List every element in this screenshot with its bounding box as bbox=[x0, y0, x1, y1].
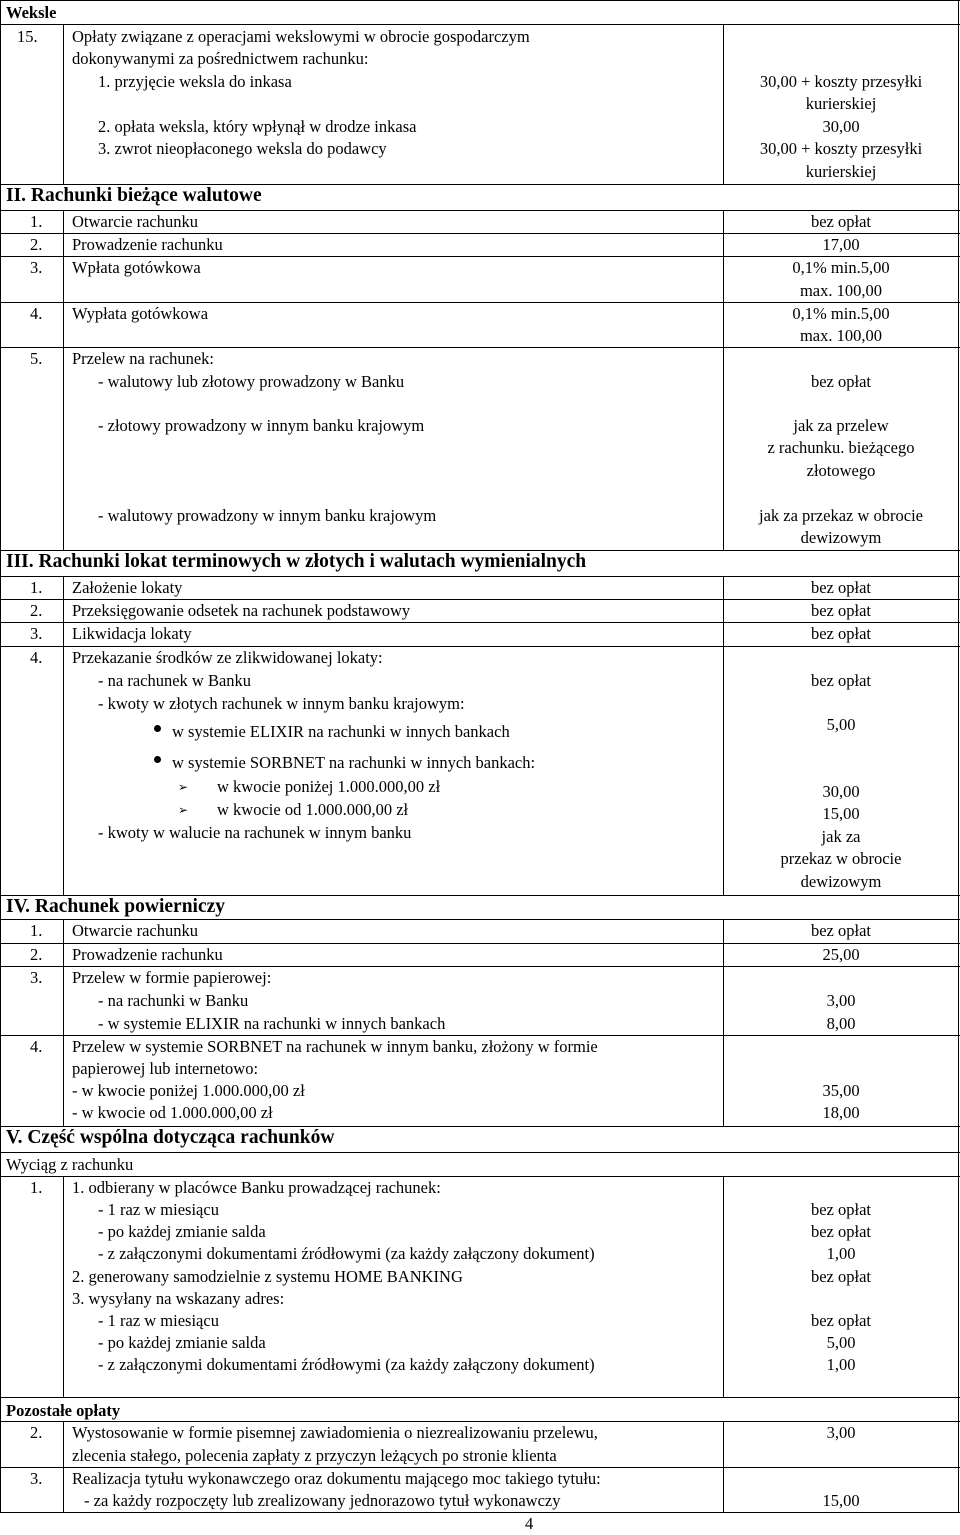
row-item: - w kwocie od 1.000.000,00 zł bbox=[72, 1103, 273, 1122]
fee-value: bez opłat bbox=[810, 601, 871, 620]
row-number: 15. bbox=[17, 27, 38, 46]
fee-value: dewizowym bbox=[800, 872, 882, 891]
row-item: 3. wysyłany na wskazany adres: bbox=[72, 1289, 285, 1308]
fee-value: 30,00 bbox=[822, 782, 860, 801]
row-item: - na rachunek w Banku bbox=[98, 671, 252, 690]
row-item: - za każdy rozpoczęty lub zrealizowany jednorazowo tytuł wykonawczy bbox=[84, 1491, 561, 1510]
fee-value: bez opłat bbox=[810, 1267, 871, 1286]
row-description: Przekazanie środków ze zlikwidowanej lokaty: bbox=[72, 648, 383, 667]
row-item: - walutowy lub złotowy prowadzony w Banku bbox=[98, 372, 405, 391]
fee-value: 1,00 bbox=[826, 1244, 856, 1263]
row-number: 2. bbox=[30, 235, 43, 254]
page-number: 4 bbox=[525, 1514, 534, 1533]
fee-value: 30,00 + koszty przesyłki bbox=[759, 139, 923, 158]
row-item: w systemie SORBNET na rachunki w innych bankach: bbox=[172, 753, 536, 772]
row-item: - z załączonymi dokumentami źródłowymi (za każdy załączony dokument) bbox=[98, 1244, 595, 1263]
row-number: 2. bbox=[30, 601, 43, 620]
row-description: Otwarcie rachunku bbox=[72, 921, 198, 940]
bullet-icon bbox=[154, 756, 161, 763]
fee-value: 30,00 + koszty przesyłki bbox=[759, 72, 923, 91]
row-number: 1. bbox=[30, 921, 43, 940]
row-description: Likwidacja lokaty bbox=[72, 624, 192, 643]
row-item: w kwocie poniżej 1.000.000,00 zł bbox=[217, 777, 441, 796]
row-item: - walutowy prowadzony w innym banku krajowym bbox=[98, 506, 437, 525]
row-description: Przeksięgowanie odsetek na rachunek podstawowy bbox=[72, 601, 411, 620]
row-number: 1. bbox=[30, 212, 43, 231]
fee-value: bez opłat bbox=[810, 921, 871, 940]
fee-value: 25,00 bbox=[822, 945, 860, 964]
fee-value: 3,00 bbox=[826, 991, 856, 1010]
row-number: 4. bbox=[30, 1037, 43, 1056]
row-number: 3. bbox=[30, 968, 43, 987]
section-heading-iv: IV. Rachunek powierniczy bbox=[6, 896, 226, 917]
fee-value: 18,00 bbox=[822, 1103, 860, 1122]
section-heading-other: Pozostałe opłaty bbox=[6, 1401, 121, 1420]
row-item: - kwoty w walucie na rachunek w innym banku bbox=[98, 823, 412, 842]
fee-value: bez opłat bbox=[810, 1311, 871, 1330]
fee-value: 35,00 bbox=[822, 1081, 860, 1100]
row-item: - w kwocie poniżej 1.000.000,00 zł bbox=[72, 1081, 305, 1100]
fee-value: max. 100,00 bbox=[799, 281, 883, 300]
fee-value: jak za przekaz w obrocie bbox=[759, 506, 923, 525]
fee-value: 5,00 bbox=[826, 1333, 856, 1352]
fee-value: z rachunku. bieżącego bbox=[767, 438, 915, 457]
row-description: Przelew w systemie SORBNET na rachunek w innym banku, złożony w formie bbox=[72, 1037, 598, 1056]
row-description: Wpłata gotówkowa bbox=[72, 258, 201, 277]
row-item: - z załączonymi dokumentami źródłowymi (za każdy załączony dokument) bbox=[98, 1355, 595, 1374]
row-description: Wypłata gotówkowa bbox=[72, 304, 209, 323]
fee-value: złotowego bbox=[806, 461, 876, 480]
fee-value: jak za przelew bbox=[793, 416, 889, 435]
row-description: papierowej lub internetowo: bbox=[72, 1059, 259, 1078]
row-number: 1. bbox=[30, 578, 43, 597]
row-number: 4. bbox=[30, 304, 43, 323]
row-number: 3. bbox=[30, 624, 43, 643]
row-number: 4. bbox=[30, 648, 43, 667]
fee-value: bez opłat bbox=[810, 1200, 871, 1219]
row-number: 1. bbox=[30, 1178, 43, 1197]
fee-value: bez opłat bbox=[810, 212, 871, 231]
fee-value: 5,00 bbox=[826, 715, 856, 734]
row-number: 5. bbox=[30, 349, 43, 368]
fee-value: max. 100,00 bbox=[799, 326, 883, 345]
row-description: Przelew na rachunek: bbox=[72, 349, 215, 368]
fee-value: przekaz w obrocie bbox=[780, 849, 902, 868]
fee-value: bez opłat bbox=[810, 624, 871, 643]
row-number: 3. bbox=[30, 1469, 43, 1488]
row-item: - 1 raz w miesiącu bbox=[98, 1200, 219, 1219]
fee-value: kurierskiej bbox=[805, 162, 877, 181]
row-item: - po każdej zmianie salda bbox=[98, 1222, 266, 1241]
row-item: w kwocie od 1.000.000,00 zł bbox=[217, 800, 409, 819]
row-item: - w systemie ELIXIR na rachunki w innych bankach bbox=[98, 1014, 446, 1033]
section-heading-iii: III. Rachunki lokat terminowych w złotych i walutach wymienialnych bbox=[6, 551, 587, 572]
arrow-bullet-icon: ➢ bbox=[178, 803, 189, 817]
section-heading-v: V. Część wspólna dotycząca rachunków bbox=[6, 1127, 335, 1148]
row-description: Realizacja tytułu wykonawczego oraz dokumentu mającego moc takiego tytułu: bbox=[72, 1469, 601, 1488]
row-item: - na rachunki w Banku bbox=[98, 991, 249, 1010]
fee-value: 15,00 bbox=[822, 804, 860, 823]
row-description: Wystosowanie w formie pisemnej zawiadomienia o niezrealizowaniu przelewu, bbox=[72, 1423, 598, 1442]
row-description: dokonywanymi za pośrednictwem rachunku: bbox=[72, 49, 369, 68]
row-item: - złotowy prowadzony w innym banku krajowym bbox=[98, 416, 425, 435]
fee-value: dewizowym bbox=[800, 528, 882, 547]
row-description: Prowadzenie rachunku bbox=[72, 235, 223, 254]
row-description: zlecenia stałego, polecenia zapłaty z przyczyn leżących po stronie klienta bbox=[72, 1446, 557, 1465]
fee-value: bez opłat bbox=[810, 578, 871, 597]
fee-value: 8,00 bbox=[826, 1014, 856, 1033]
fee-value: 0,1% min.5,00 bbox=[792, 258, 890, 277]
row-description: Otwarcie rachunku bbox=[72, 212, 198, 231]
fee-value: kurierskiej bbox=[805, 94, 877, 113]
fee-value: 17,00 bbox=[822, 235, 860, 254]
fee-value: bez opłat bbox=[810, 1222, 871, 1241]
arrow-bullet-icon: ➢ bbox=[178, 780, 189, 794]
row-number: 2. bbox=[30, 1423, 43, 1442]
fee-value: 15,00 bbox=[822, 1491, 860, 1510]
row-description: Opłaty związane z operacjami wekslowymi w obrocie gospodarczym bbox=[72, 27, 530, 46]
row-number: 3. bbox=[30, 258, 43, 277]
fee-value: 1,00 bbox=[826, 1355, 856, 1374]
row-item: 2. opłata weksla, który wpłynął w drodze inkasa bbox=[98, 117, 417, 136]
row-item: 3. zwrot nieopłaconego weksla do podawcy bbox=[98, 139, 387, 158]
row-description: 1. odbierany w placówce Banku prowadzącej rachunek: bbox=[72, 1178, 441, 1197]
row-item: w systemie ELIXIR na rachunki w innych bankach bbox=[172, 722, 510, 741]
row-item: - 1 raz w miesiącu bbox=[98, 1311, 219, 1330]
row-description: Przelew w formie papierowej: bbox=[72, 968, 272, 987]
row-item: 1. przyjęcie weksla do inkasa bbox=[98, 72, 292, 91]
fee-value: 30,00 bbox=[822, 117, 860, 136]
fee-value: bez opłat bbox=[810, 372, 871, 391]
row-number: 2. bbox=[30, 945, 43, 964]
bullet-icon bbox=[154, 725, 161, 732]
row-description: Założenie lokaty bbox=[72, 578, 183, 597]
section-heading-weksle: Weksle bbox=[6, 3, 57, 22]
fee-value: 3,00 bbox=[826, 1423, 856, 1442]
row-description: Prowadzenie rachunku bbox=[72, 945, 223, 964]
row-item: 2. generowany samodzielnie z systemu HOME BANKING bbox=[72, 1267, 463, 1286]
row-item: - po każdej zmianie salda bbox=[98, 1333, 266, 1352]
subsection-heading: Wyciąg z rachunku bbox=[6, 1155, 134, 1174]
fee-value: 0,1% min.5,00 bbox=[792, 304, 890, 323]
row-item: - kwoty w złotych rachunek w innym banku krajowym: bbox=[98, 694, 465, 713]
fee-value: jak za bbox=[821, 827, 861, 846]
fee-value: bez opłat bbox=[810, 671, 871, 690]
section-heading-ii: II. Rachunki bieżące walutowe bbox=[6, 185, 262, 206]
